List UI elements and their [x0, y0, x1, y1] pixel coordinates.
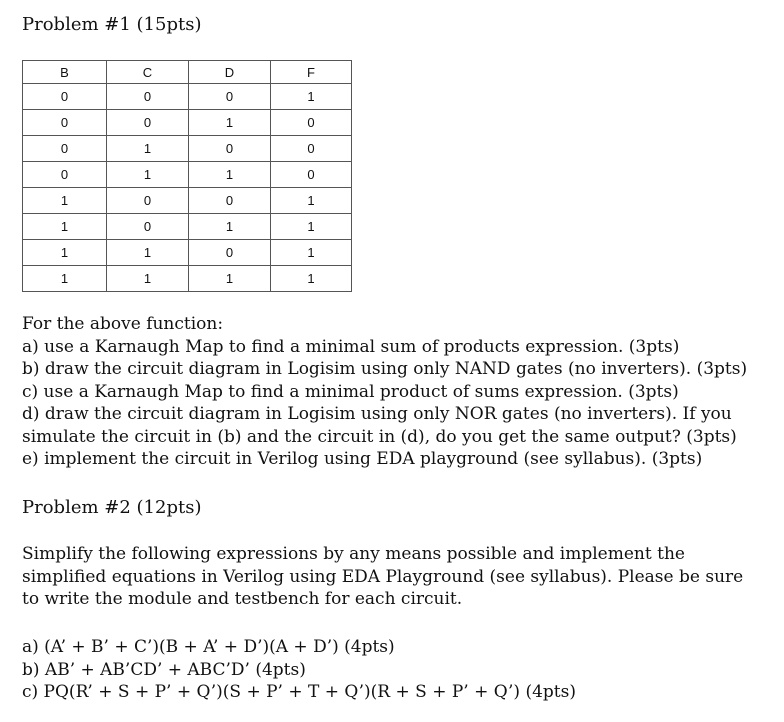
table-cell: 0 — [23, 110, 107, 136]
header-d: D — [189, 61, 271, 84]
table-cell: 0 — [271, 110, 352, 136]
problem-1-intro: For the above function: — [22, 314, 224, 334]
table-cell: 1 — [107, 240, 189, 266]
table-cell: 1 — [23, 240, 107, 266]
problem-2-title: Problem #2 (12pts) — [22, 497, 202, 518]
table-cell: 1 — [107, 266, 189, 292]
table-cell: 0 — [271, 162, 352, 188]
instruction-line: simplified equations in Verilog using EDA Playground (see syllabus). Please be sure — [22, 566, 744, 587]
expression-item: b) AB’ + AB’CD’ + ABC’D’ (4pts) — [22, 659, 306, 680]
table-cell: 1 — [271, 188, 352, 214]
table-cell: 1 — [189, 162, 271, 188]
problem-1-title: Problem #1 (15pts) — [22, 14, 202, 35]
table-cell: 1 — [271, 84, 352, 110]
table-cell: 0 — [107, 188, 189, 214]
table-cell: 1 — [23, 188, 107, 214]
problem-2-instructions — [22, 543, 743, 611]
header-f: F — [271, 61, 352, 84]
table-row — [23, 162, 352, 188]
table-cell: 0 — [189, 136, 271, 162]
table-cell: 0 — [23, 136, 107, 162]
table-cell: 0 — [189, 188, 271, 214]
table-cell: 0 — [107, 84, 189, 110]
table-row — [23, 214, 352, 240]
table-row — [23, 266, 352, 292]
instruction-line: Simplify the following expressions by any means possible and implement the — [22, 544, 685, 564]
table-cell: 0 — [107, 214, 189, 240]
table-cell: 1 — [189, 266, 271, 292]
table-cell: 1 — [107, 136, 189, 162]
table-cell: 0 — [23, 162, 107, 188]
table-cell: 1 — [189, 110, 271, 136]
question-line: b) draw the circuit diagram in Logisim using only NAND gates (no inverters). (3pts) — [22, 359, 748, 379]
header-b: B — [23, 61, 107, 84]
expression-item: a) (A’ + B’ + C’)(B + A’ + D’)(A + D’) (4pts) — [22, 637, 395, 657]
table-cell: 0 — [189, 84, 271, 110]
header-c: C — [107, 61, 189, 84]
table-cell: 0 — [107, 110, 189, 136]
table-cell: 0 — [189, 240, 271, 266]
table-cell: 0 — [23, 84, 107, 110]
table-cell: 1 — [23, 214, 107, 240]
question-line: c) use a Karnaugh Map to find a minimal product of sums expression. (3pts) — [22, 381, 679, 402]
table-row — [23, 240, 352, 266]
problem-2-expressions — [22, 636, 576, 704]
truth-table — [22, 60, 352, 292]
question-line: e) implement the circuit in Verilog using EDA playground (see syllabus). (3pts) — [22, 449, 703, 469]
table-cell: 1 — [23, 266, 107, 292]
table-row — [23, 84, 352, 110]
question-line: a) use a Karnaugh Map to find a minimal sum of products expression. (3pts) — [22, 336, 680, 357]
table-row — [23, 110, 352, 136]
truth-table-header-row — [23, 61, 352, 84]
table-cell: 1 — [271, 214, 352, 240]
table-row — [23, 188, 352, 214]
problem-1-questions — [22, 313, 747, 471]
table-cell: 1 — [189, 214, 271, 240]
question-line: simulate the circuit in (b) and the circuit in (d), do you get the same output? (3pts) — [22, 426, 737, 447]
expression-item: c) PQ(R’ + S + P’ + Q’)(S + P’ + T + Q’)(R + S + P’ + Q’) (4pts) — [22, 682, 576, 702]
question-line: d) draw the circuit diagram in Logisim using only NOR gates (no inverters). If you — [22, 404, 732, 424]
table-cell: 1 — [271, 240, 352, 266]
table-cell: 1 — [271, 266, 352, 292]
table-row — [23, 136, 352, 162]
instruction-line: to write the module and testbench for each circuit. — [22, 589, 463, 609]
table-cell: 0 — [271, 136, 352, 162]
table-cell: 1 — [107, 162, 189, 188]
